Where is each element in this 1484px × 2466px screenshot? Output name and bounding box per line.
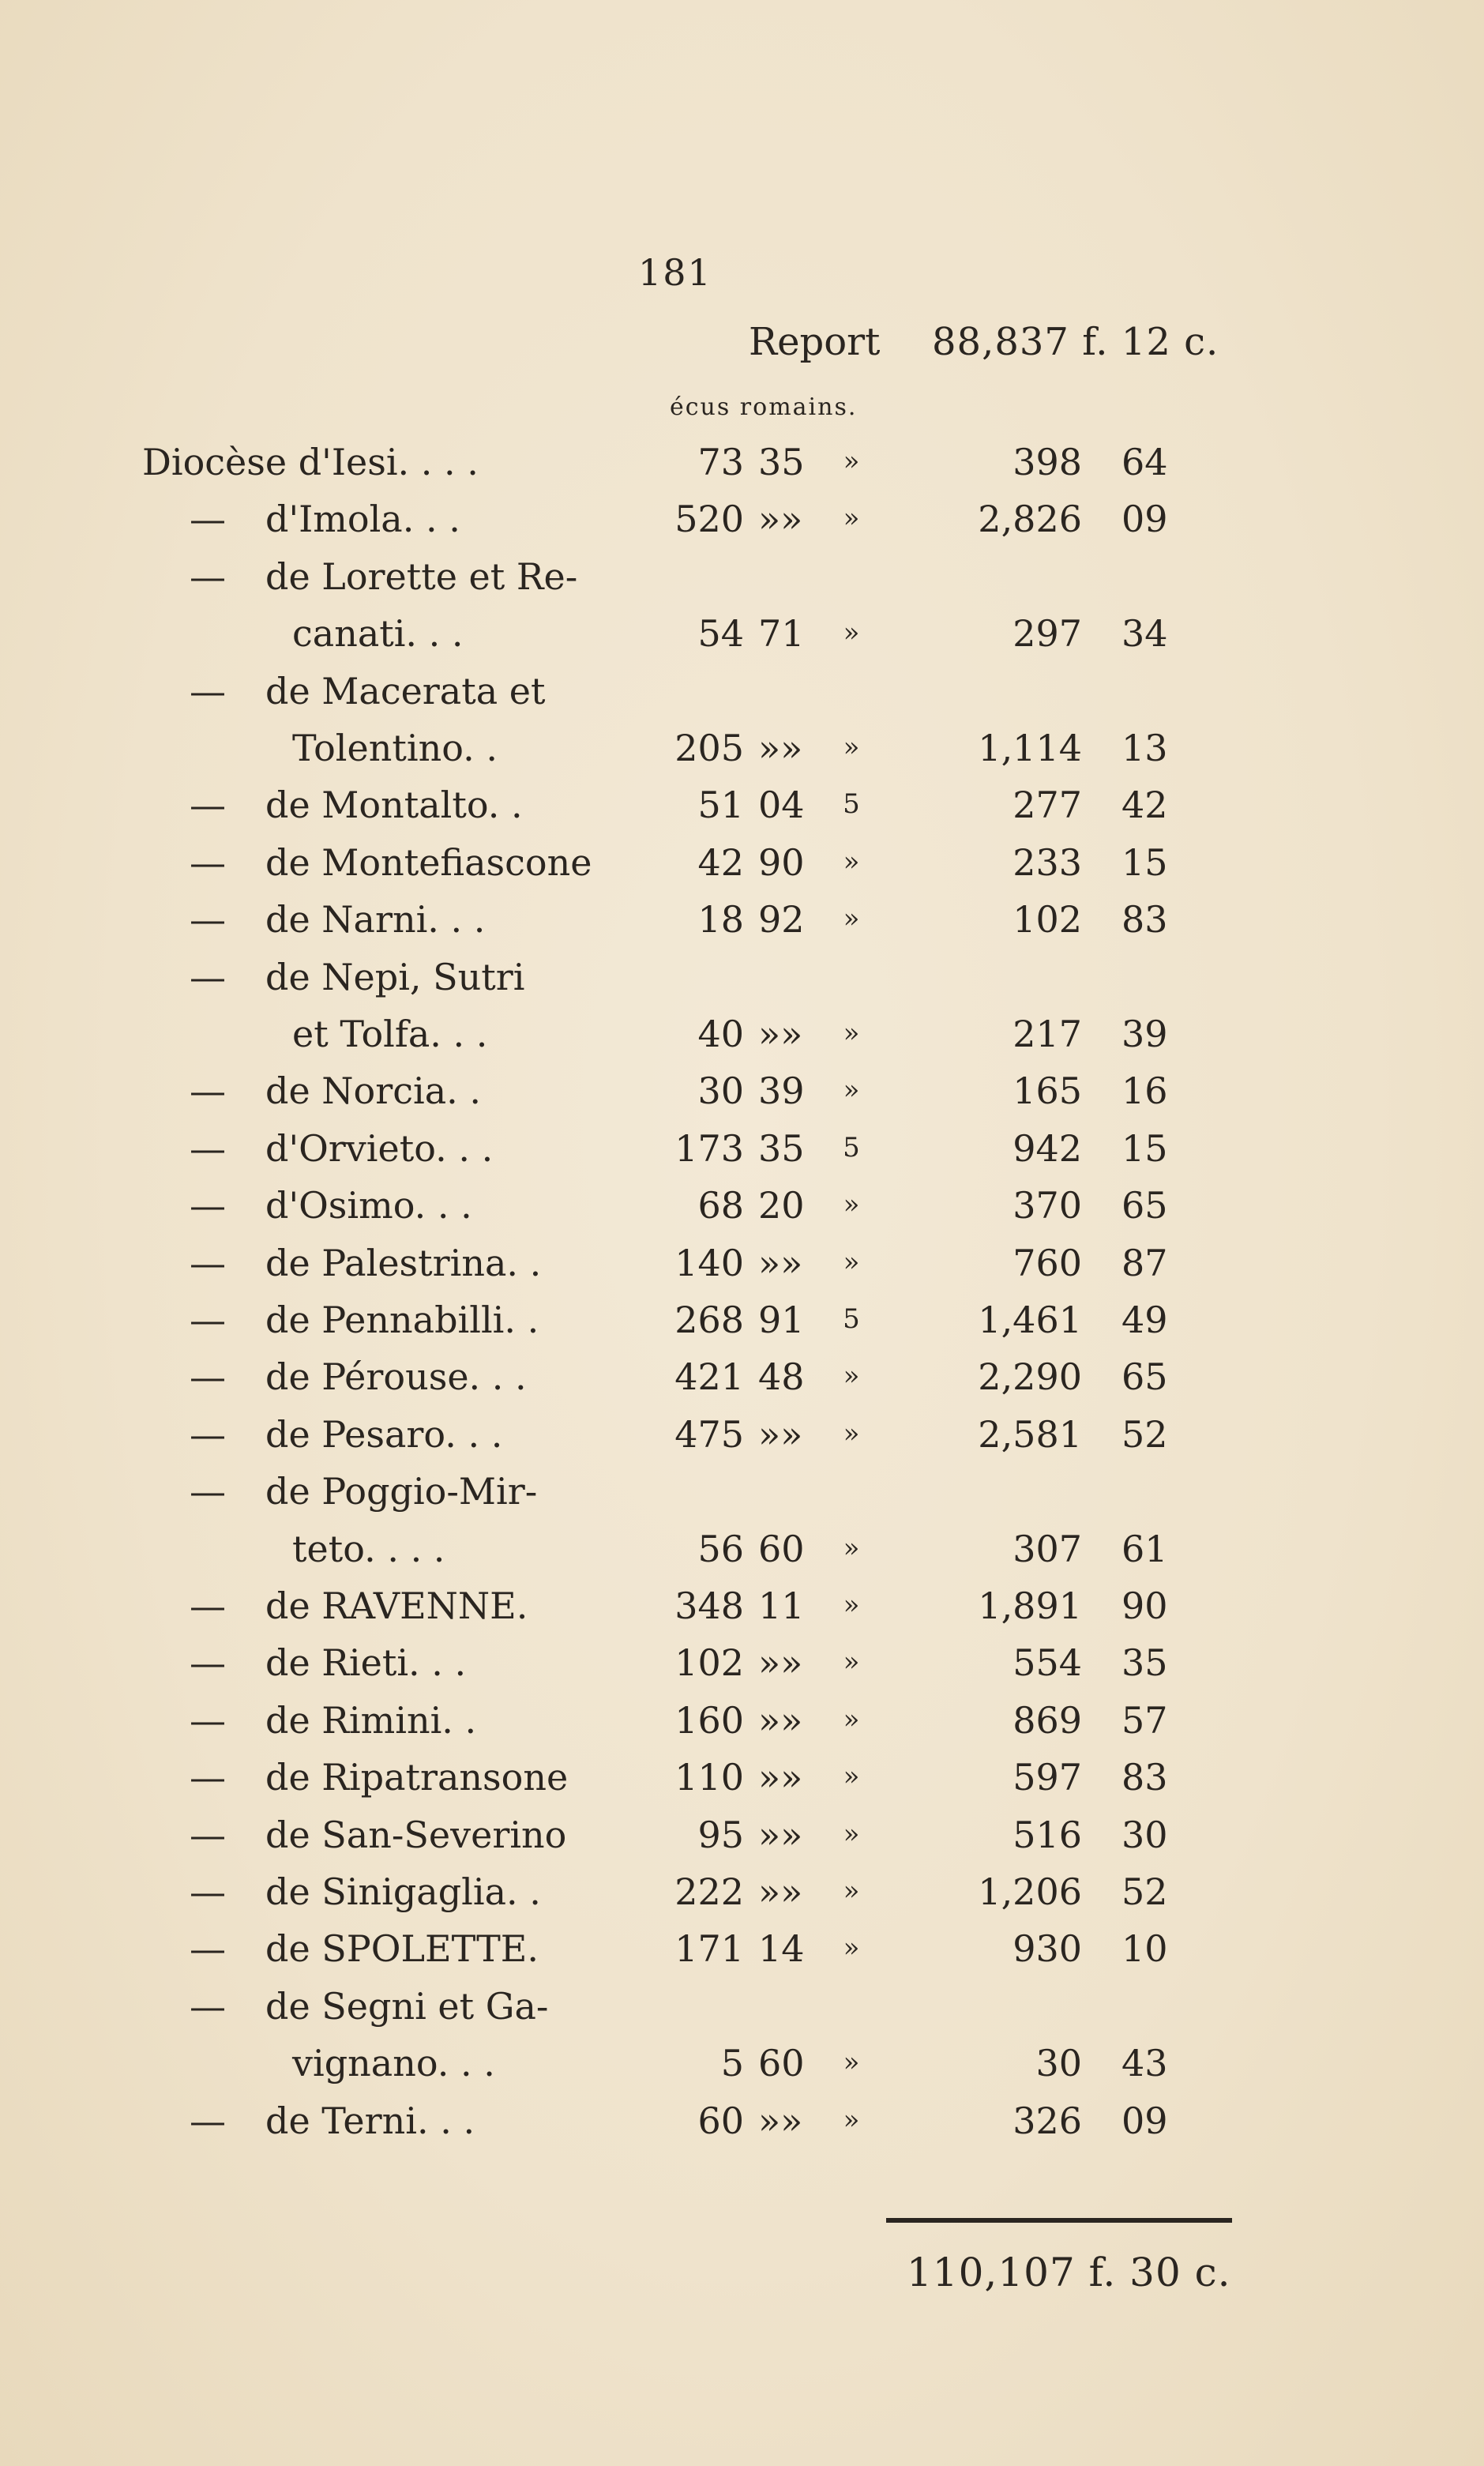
ecus-value: 102 xyxy=(674,1641,744,1684)
baiocchi-value: »» xyxy=(758,1242,803,1284)
baiocchi-value: 14 xyxy=(758,1927,805,1970)
francs-value: 942 xyxy=(1013,1127,1082,1170)
centimes-value: 15 xyxy=(1121,1127,1168,1170)
francs-value: 1,891 xyxy=(978,1584,1082,1627)
row-dash: — xyxy=(190,784,226,826)
fraction-value: » xyxy=(843,1818,860,1850)
baiocchi-value: 35 xyxy=(758,441,805,483)
francs-value: 307 xyxy=(1013,1528,1082,1570)
fraction-value: » xyxy=(843,445,860,477)
ecus-value: 30 xyxy=(697,1069,744,1112)
fraction-value: » xyxy=(843,1532,860,1564)
francs-value: 1,206 xyxy=(978,1870,1082,1913)
centimes-value: 09 xyxy=(1121,498,1168,540)
francs-value: 554 xyxy=(1013,1641,1082,1684)
row-dash: — xyxy=(190,1699,226,1742)
centimes-value: 52 xyxy=(1121,1413,1168,1456)
centimes-value: 57 xyxy=(1121,1699,1168,1742)
baiocchi-value: »» xyxy=(758,1413,803,1456)
ecus-value: 42 xyxy=(697,841,744,884)
centimes-value: 10 xyxy=(1121,1927,1168,1970)
francs-value: 217 xyxy=(1013,1013,1082,1055)
fraction-value: » xyxy=(843,1704,860,1735)
baiocchi-value: »» xyxy=(758,1641,803,1684)
page-number: 181 xyxy=(638,251,712,294)
table-row xyxy=(0,1184,1484,1239)
diocese-label: de Lorette et Re- xyxy=(265,555,578,598)
fraction-value: » xyxy=(843,1017,860,1049)
currency-note: écus romains. xyxy=(670,393,858,421)
table-row xyxy=(0,1299,1484,1354)
ecus-value: 222 xyxy=(674,1870,744,1913)
ecus-value: 95 xyxy=(697,1814,744,1856)
row-dash: — xyxy=(190,1641,226,1684)
baiocchi-value: 48 xyxy=(758,1355,805,1398)
ecus-value: 475 xyxy=(674,1413,744,1456)
ecus-value: 520 xyxy=(674,498,744,540)
diocese-label: de Sinigaglia. . xyxy=(265,1870,541,1913)
ecus-value: 40 xyxy=(697,1013,744,1055)
fraction-value: » xyxy=(843,846,860,878)
diocese-label: de Rieti. . . xyxy=(265,1641,467,1684)
diocese-label: de Pesaro. . . xyxy=(265,1413,503,1456)
baiocchi-value: »» xyxy=(758,498,803,540)
table-row xyxy=(0,784,1484,839)
fraction-value: » xyxy=(843,1360,860,1392)
diocese-label: d'Orvieto. . . xyxy=(265,1127,494,1170)
baiocchi-value: 90 xyxy=(758,841,805,884)
francs-value: 326 xyxy=(1013,2099,1082,2142)
ecus-value: 18 xyxy=(697,898,744,941)
diocese-label: de Norcia. . xyxy=(265,1069,481,1112)
row-dash: — xyxy=(190,1127,226,1170)
ecus-value: 173 xyxy=(674,1127,744,1170)
table-row xyxy=(0,670,1484,725)
diocese-label: de Nepi, Sutri xyxy=(265,956,525,998)
diocese-label: de Ripatransone xyxy=(265,1756,569,1799)
table-row xyxy=(0,841,1484,897)
row-dash: — xyxy=(190,841,226,884)
centimes-value: 90 xyxy=(1121,1584,1168,1627)
diocese-label: de SPOLETTE. xyxy=(265,1927,539,1970)
diocese-label: de Rimini. . xyxy=(265,1699,477,1742)
table-row xyxy=(0,1013,1484,1068)
francs-value: 760 xyxy=(1013,1242,1082,1284)
fraction-value: » xyxy=(843,1646,860,1678)
francs-value: 297 xyxy=(1013,612,1082,655)
francs-value: 1,461 xyxy=(978,1299,1082,1341)
baiocchi-value: 71 xyxy=(758,612,805,655)
ecus-value: 421 xyxy=(674,1355,744,1398)
table-row xyxy=(0,1927,1484,1983)
table-row xyxy=(0,441,1484,496)
centimes-value: 87 xyxy=(1121,1242,1168,1284)
francs-value: 30 xyxy=(1035,2042,1082,2084)
fraction-value: 5 xyxy=(843,788,860,820)
total-rule xyxy=(886,2218,1232,2223)
diocese-label: de San-Severino xyxy=(265,1814,567,1856)
francs-value: 1,114 xyxy=(978,727,1082,769)
centimes-value: 35 xyxy=(1121,1641,1168,1684)
row-dash: — xyxy=(190,1584,226,1627)
francs-value: 2,826 xyxy=(978,498,1082,540)
row-dash: — xyxy=(190,1184,226,1227)
diocese-label: de Pérouse. . . xyxy=(265,1355,527,1398)
centimes-value: 30 xyxy=(1121,1814,1168,1856)
francs-value: 102 xyxy=(1013,898,1082,941)
diocese-label: de Montefiascone xyxy=(265,841,592,884)
row-dash: — xyxy=(190,555,226,598)
francs-value: 869 xyxy=(1013,1699,1082,1742)
baiocchi-value: 39 xyxy=(758,1069,805,1112)
diocese-label: Diocèse d'Iesi. . . . xyxy=(142,441,479,483)
report-value: 88,837 f. 12 c. xyxy=(932,320,1219,364)
row-dash: — xyxy=(190,1927,226,1970)
ecus-value: 5 xyxy=(720,2042,744,2084)
centimes-value: 64 xyxy=(1121,441,1168,483)
francs-value: 370 xyxy=(1013,1184,1082,1227)
row-dash: — xyxy=(190,956,226,998)
fraction-value: » xyxy=(843,1761,860,1792)
ecus-value: 268 xyxy=(674,1299,744,1341)
diocese-label: de Montalto. . xyxy=(265,784,523,826)
centimes-value: 52 xyxy=(1121,1870,1168,1913)
francs-value: 2,581 xyxy=(978,1413,1082,1456)
francs-value: 516 xyxy=(1013,1814,1082,1856)
baiocchi-value: »» xyxy=(758,1013,803,1055)
fraction-value: » xyxy=(843,731,860,763)
fraction-value: » xyxy=(843,903,860,934)
fraction-value: » xyxy=(843,1246,860,1278)
centimes-value: 65 xyxy=(1121,1184,1168,1227)
diocese-label: de Segni et Ga- xyxy=(265,1985,549,2028)
baiocchi-value: 20 xyxy=(758,1184,805,1227)
ecus-value: 205 xyxy=(674,727,744,769)
baiocchi-value: »» xyxy=(758,1756,803,1799)
fraction-value: » xyxy=(843,2047,860,2078)
table-row xyxy=(0,555,1484,611)
row-dash: — xyxy=(190,498,226,540)
centimes-value: 16 xyxy=(1121,1069,1168,1112)
row-dash: — xyxy=(190,1242,226,1284)
diocese-label: de Terni. . . xyxy=(265,2099,475,2142)
table-row xyxy=(0,1641,1484,1697)
row-dash: — xyxy=(190,670,226,712)
baiocchi-value: »» xyxy=(758,1814,803,1856)
row-dash: — xyxy=(190,1470,226,1513)
fraction-value: » xyxy=(843,2104,860,2136)
ecus-value: 348 xyxy=(674,1584,744,1627)
diocese-label: de Macerata et xyxy=(265,670,546,712)
table-row xyxy=(0,1814,1484,1869)
fraction-value: 5 xyxy=(843,1132,860,1163)
diocese-label: de Pennabilli. . xyxy=(265,1299,539,1341)
diocese-label: de Poggio-Mir- xyxy=(265,1470,538,1513)
ecus-value: 68 xyxy=(697,1184,744,1227)
centimes-value: 83 xyxy=(1121,898,1168,941)
ecus-value: 140 xyxy=(674,1242,744,1284)
ecus-value: 73 xyxy=(697,441,744,483)
row-dash: — xyxy=(190,1870,226,1913)
centimes-value: 13 xyxy=(1121,727,1168,769)
table-row xyxy=(0,956,1484,1011)
row-dash: — xyxy=(190,1069,226,1112)
diocese-label: d'Imola. . . xyxy=(265,498,460,540)
diocese-label: canati. . . xyxy=(292,612,464,655)
baiocchi-value: 91 xyxy=(758,1299,805,1341)
francs-value: 930 xyxy=(1013,1927,1082,1970)
baiocchi-value: 11 xyxy=(758,1584,805,1627)
table-row xyxy=(0,1413,1484,1468)
table-row xyxy=(0,498,1484,553)
fraction-value: » xyxy=(843,1932,860,1964)
ecus-value: 110 xyxy=(674,1756,744,1799)
table-row xyxy=(0,1069,1484,1125)
table-row xyxy=(0,1528,1484,1583)
ecus-value: 51 xyxy=(697,784,744,826)
francs-value: 398 xyxy=(1013,441,1082,483)
row-dash: — xyxy=(190,1299,226,1341)
table-row xyxy=(0,1699,1484,1754)
row-dash: — xyxy=(190,898,226,941)
total-value: 110,107 f. 30 c. xyxy=(907,2250,1231,2295)
ecus-value: 54 xyxy=(697,612,744,655)
table-row xyxy=(0,2099,1484,2155)
centimes-value: 43 xyxy=(1121,2042,1168,2084)
diocese-label: de RAVENNE. xyxy=(265,1584,528,1627)
fraction-value: » xyxy=(843,502,860,534)
ecus-value: 56 xyxy=(697,1528,744,1570)
fraction-value: » xyxy=(843,1189,860,1220)
diocese-label: et Tolfa. . . xyxy=(292,1013,488,1055)
centimes-value: 42 xyxy=(1121,784,1168,826)
baiocchi-value: 35 xyxy=(758,1127,805,1170)
baiocchi-value: 04 xyxy=(758,784,805,826)
fraction-value: » xyxy=(843,1074,860,1106)
row-dash: — xyxy=(190,2099,226,2142)
diocese-label: Tolentino. . xyxy=(292,727,498,769)
table-row xyxy=(0,2042,1484,2097)
francs-value: 2,290 xyxy=(978,1355,1082,1398)
table-row xyxy=(0,1870,1484,1926)
centimes-value: 15 xyxy=(1121,841,1168,884)
centimes-value: 49 xyxy=(1121,1299,1168,1341)
row-dash: — xyxy=(190,1985,226,2028)
ecus-value: 160 xyxy=(674,1699,744,1742)
francs-value: 277 xyxy=(1013,784,1082,826)
table-row xyxy=(0,1985,1484,2040)
baiocchi-value: »» xyxy=(758,1870,803,1913)
baiocchi-value: 60 xyxy=(758,1528,805,1570)
francs-value: 597 xyxy=(1013,1756,1082,1799)
centimes-value: 39 xyxy=(1121,1013,1168,1055)
centimes-value: 65 xyxy=(1121,1355,1168,1398)
baiocchi-value: »» xyxy=(758,727,803,769)
report-label: Report xyxy=(749,320,881,364)
table-row xyxy=(0,1242,1484,1297)
baiocchi-value: 60 xyxy=(758,2042,805,2084)
diocese-label: teto. . . . xyxy=(292,1528,445,1570)
fraction-value: » xyxy=(843,1875,860,1907)
row-dash: — xyxy=(190,1355,226,1398)
ecus-value: 171 xyxy=(674,1927,744,1970)
fraction-value: » xyxy=(843,1589,860,1621)
diocese-label: de Palestrina. . xyxy=(265,1242,542,1284)
francs-value: 233 xyxy=(1013,841,1082,884)
centimes-value: 83 xyxy=(1121,1756,1168,1799)
centimes-value: 61 xyxy=(1121,1528,1168,1570)
fraction-value: 5 xyxy=(843,1303,860,1335)
row-dash: — xyxy=(190,1413,226,1456)
table-row xyxy=(0,1470,1484,1525)
fraction-value: » xyxy=(843,1418,860,1449)
table-row xyxy=(0,898,1484,953)
table-row xyxy=(0,1756,1484,1811)
table-row xyxy=(0,727,1484,782)
diocese-label: vignano. . . xyxy=(292,2042,495,2084)
fraction-value: » xyxy=(843,617,860,648)
diocese-label: d'Osimo. . . xyxy=(265,1184,472,1227)
row-dash: — xyxy=(190,1756,226,1799)
row-dash: — xyxy=(190,1814,226,1856)
table-row xyxy=(0,1355,1484,1411)
table-row xyxy=(0,612,1484,667)
diocese-label: de Narni. . . xyxy=(265,898,486,941)
centimes-value: 09 xyxy=(1121,2099,1168,2142)
ecus-value: 60 xyxy=(697,2099,744,2142)
baiocchi-value: »» xyxy=(758,2099,803,2142)
centimes-value: 34 xyxy=(1121,612,1168,655)
baiocchi-value: »» xyxy=(758,1699,803,1742)
francs-value: 165 xyxy=(1013,1069,1082,1112)
baiocchi-value: 92 xyxy=(758,898,805,941)
table-row xyxy=(0,1127,1484,1182)
table-row xyxy=(0,1584,1484,1640)
